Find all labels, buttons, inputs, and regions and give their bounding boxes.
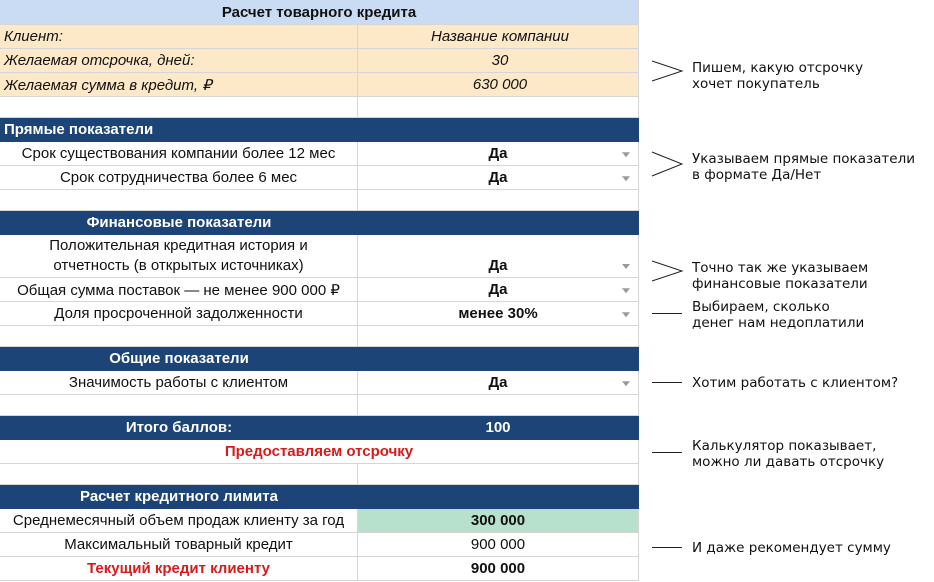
empty-cell[interactable] xyxy=(0,464,358,485)
avg-sales-value[interactable]: 300 000 xyxy=(358,509,639,533)
header-cell[interactable] xyxy=(358,211,639,235)
financial-header-row xyxy=(0,211,639,235)
financial-value-dropdown[interactable] xyxy=(358,302,639,326)
annotation-line: Пишем, какую отсрочку xyxy=(692,60,864,76)
avg-sales-label[interactable]: Среднемесячный объем продаж клиенту за год xyxy=(0,509,358,533)
financial-row xyxy=(0,302,639,326)
dropdown-arrow-icon[interactable] xyxy=(622,288,630,293)
empty-row xyxy=(0,97,639,118)
total-label[interactable]: Итого баллов: xyxy=(0,416,358,440)
financial-value-dropdown[interactable] xyxy=(358,278,639,302)
max-credit-label[interactable]: Максимальный товарный кредит xyxy=(0,533,358,557)
empty-cell[interactable] xyxy=(0,97,358,118)
dropdown-arrow-icon[interactable] xyxy=(622,152,630,157)
total-row xyxy=(0,416,639,440)
verdict-text[interactable]: Предоставляем отсрочку xyxy=(0,440,639,464)
current-credit-value[interactable]: 900 000 xyxy=(358,557,639,581)
empty-cell[interactable] xyxy=(0,326,358,347)
empty-cell[interactable] xyxy=(0,190,358,211)
annotation-line: Точно так же указываем xyxy=(692,260,869,276)
general-label[interactable]: Значимость работы с клиентом xyxy=(0,371,358,395)
amount-label[interactable]: Желаемая сумма в кредит, ₽ xyxy=(0,73,358,97)
financial-label[interactable]: Общая сумма поставок — не менее 900 000 ₽ xyxy=(0,278,358,302)
annotation-line: Выбираем, сколько xyxy=(692,299,830,315)
direct-row xyxy=(0,142,639,166)
general-row xyxy=(0,371,639,395)
title-row xyxy=(0,0,639,25)
annotation-line: можно ли давать отсрочку xyxy=(692,454,885,470)
annotation-recommend: И даже рекомендует сумму xyxy=(692,540,891,556)
delay-row xyxy=(0,49,639,73)
max-credit-value[interactable]: 900 000 xyxy=(358,533,639,557)
annotation-overdue xyxy=(692,299,864,331)
sheet-title[interactable]: Расчет товарного кредита xyxy=(0,0,639,25)
general-header-row xyxy=(0,347,639,371)
dropdown-value: Да xyxy=(488,281,508,298)
limit-section-title[interactable]: Расчет кредитного лимита xyxy=(0,485,358,509)
annotation-direct xyxy=(692,151,915,183)
annotation-financial xyxy=(692,260,868,292)
financial-label[interactable] xyxy=(0,235,358,278)
annotation-verdict xyxy=(692,438,884,470)
empty-cell[interactable] xyxy=(0,395,358,416)
chevron-right-icon xyxy=(652,61,684,85)
dropdown-value: Да xyxy=(488,374,508,391)
direct-row xyxy=(0,166,639,190)
label-line: отчетность (в открытых источниках) xyxy=(53,257,304,274)
financial-row xyxy=(0,235,639,278)
annotation-general: Хотим работать с клиентом? xyxy=(692,375,899,391)
direct-label[interactable]: Срок сотрудничества более 6 мес xyxy=(0,166,358,190)
empty-row xyxy=(0,395,639,416)
direct-value-dropdown[interactable] xyxy=(358,142,639,166)
financial-value-dropdown[interactable] xyxy=(358,235,639,278)
dropdown-arrow-icon[interactable] xyxy=(622,176,630,181)
financial-row xyxy=(0,278,639,302)
empty-cell[interactable] xyxy=(358,464,639,485)
empty-cell[interactable] xyxy=(358,190,639,211)
divider-line xyxy=(652,452,682,453)
general-value-dropdown[interactable] xyxy=(358,371,639,395)
limit-header-row xyxy=(0,485,639,509)
dropdown-arrow-icon[interactable] xyxy=(622,312,630,317)
credit-amount-cell[interactable]: 630 000 xyxy=(358,73,639,97)
annotation-line: Указываем прямые показатели xyxy=(692,151,915,167)
empty-cell[interactable] xyxy=(358,97,639,118)
empty-cell[interactable] xyxy=(358,326,639,347)
delay-label[interactable]: Желаемая отсрочка, дней: xyxy=(0,49,358,73)
total-score[interactable]: 100 xyxy=(358,416,639,440)
empty-cell[interactable] xyxy=(358,395,639,416)
label-line: Положительная кредитная история и xyxy=(49,237,308,254)
financial-label[interactable]: Доля просроченной задолженности xyxy=(0,302,358,326)
max-credit-row xyxy=(0,533,639,557)
direct-section-title[interactable]: Прямые показатели xyxy=(0,118,639,142)
current-credit-label[interactable]: Текущий кредит клиенту xyxy=(0,557,358,581)
empty-row xyxy=(0,190,639,211)
general-section-title[interactable]: Общие показатели xyxy=(0,347,358,371)
direct-header-row xyxy=(0,118,639,142)
chevron-right-icon xyxy=(652,152,684,180)
avg-sales-row xyxy=(0,509,639,533)
direct-value-dropdown[interactable] xyxy=(358,166,639,190)
dropdown-value: Да xyxy=(488,169,508,186)
client-name-cell[interactable]: Название компании xyxy=(358,25,639,49)
annotation-line: Калькулятор показывает, xyxy=(692,438,877,454)
annotation-delay xyxy=(692,60,863,92)
current-credit-row xyxy=(0,557,639,581)
divider-line xyxy=(652,382,682,383)
chevron-right-icon xyxy=(652,261,684,285)
empty-row xyxy=(0,464,639,485)
annotation-line: в формате Да/Нет xyxy=(692,167,822,183)
header-cell[interactable] xyxy=(358,347,639,371)
dropdown-arrow-icon[interactable] xyxy=(622,381,630,386)
annotation-line: хочет покупатель xyxy=(692,76,820,92)
dropdown-arrow-icon[interactable] xyxy=(622,264,630,269)
direct-label[interactable]: Срок существования компании более 12 мес xyxy=(0,142,358,166)
amount-row xyxy=(0,73,639,97)
financial-section-title[interactable]: Финансовые показатели xyxy=(0,211,358,235)
annotation-line: денег нам недоплатили xyxy=(692,315,865,331)
empty-row xyxy=(0,326,639,347)
annotation-line: финансовые показатели xyxy=(692,276,868,292)
divider-line xyxy=(652,547,682,548)
delay-days-cell[interactable]: 30 xyxy=(358,49,639,73)
dropdown-value: Да xyxy=(488,257,508,274)
client-row xyxy=(0,25,639,49)
dropdown-value: Да xyxy=(488,145,508,162)
header-cell[interactable] xyxy=(358,485,639,509)
dropdown-value: менее 30% xyxy=(458,305,538,322)
divider-line xyxy=(652,313,682,314)
verdict-row xyxy=(0,440,639,464)
client-label[interactable]: Клиент: xyxy=(0,25,358,49)
